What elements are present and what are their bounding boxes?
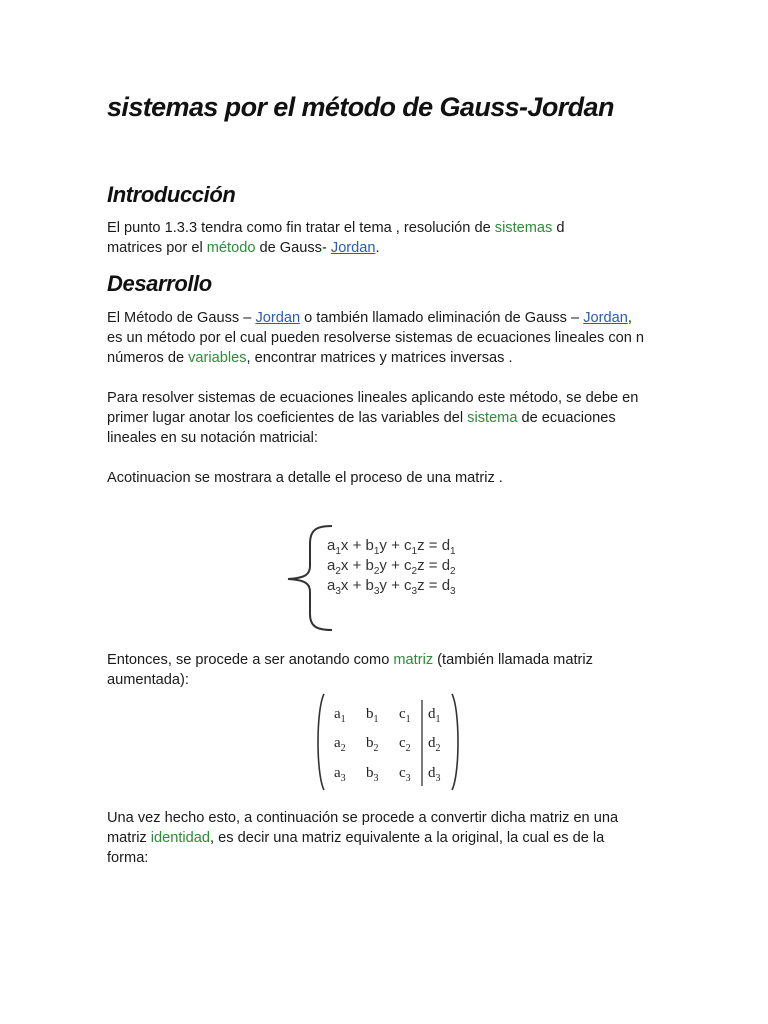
desarrollo-p1-line-3: números de variables, encontrar matrices y matrices inversas . xyxy=(107,350,513,366)
matriz-link[interactable]: matriz xyxy=(393,652,434,668)
matrix-cell: $b_2$ xyxy=(366,735,379,754)
desarrollo-p4-line-2: aumentada): xyxy=(107,672,189,688)
matrix-cell: $d_2$ xyxy=(428,735,441,754)
desarrollo-p3: Acotinuacion se mostrara a detalle el proceso de una matriz . xyxy=(107,470,503,486)
desarrollo-p1-line-1: El Método de Gauss – Jordan o también llamado eliminación de Gauss – Jordan, xyxy=(107,310,632,326)
equation-row-1: $a_1x + b_1y + c_1z = d_1$ xyxy=(327,537,456,557)
desarrollo-p1-line-2: es un método por el cual pueden resolverse sistemas de ecuaciones lineales con n xyxy=(107,330,645,346)
matrix-cell: $a_1$ xyxy=(334,706,346,725)
augmented-matrix-figure xyxy=(312,690,464,794)
desarrollo-p5-line-2: matriz identidad, es decir una matriz equivalente a la original, la cual es de la xyxy=(107,830,605,846)
intro-line-2: matrices por el método de Gauss- Jordan. xyxy=(107,240,380,256)
matrix-cell: $b_3$ xyxy=(366,765,379,784)
desarrollo-p5-line-1: Una vez hecho esto, a continuación se procede a convertir dicha matriz en una xyxy=(107,810,619,826)
desarrollo-p4-line-1: Entonces, se procede a ser anotando como matriz (también llamada matriz xyxy=(107,652,593,668)
equation-row-2: $a_2x + b_2y + c_2z = d_2$ xyxy=(327,557,456,577)
sistema-link[interactable]: sistema xyxy=(467,410,518,426)
matrix-cell: $a_3$ xyxy=(334,765,346,784)
desarrollo-p5-line-3: forma: xyxy=(107,850,149,866)
jordan-link[interactable]: Jordan xyxy=(255,310,301,326)
sistemas-link[interactable]: sistemas xyxy=(494,220,553,236)
document-title: sistemas por el método de Gauss-Jordan xyxy=(107,92,614,122)
matrix-cell: $c_3$ xyxy=(399,765,411,784)
variables-link[interactable]: variables xyxy=(188,350,247,366)
desarrollo-p2-line-3: lineales en su notación matricial: xyxy=(107,430,318,446)
intro-line-1: El punto 1.3.3 tendra como fin tratar el tema , resolución de sistemas d xyxy=(107,220,565,236)
jordan-link[interactable]: Jordan xyxy=(330,240,376,256)
desarrollo-p2-line-1: Para resolver sistemas de ecuaciones lineales aplicando este método, se debe en xyxy=(107,390,639,406)
equation-system-figure xyxy=(280,522,480,634)
matrix-cell: $d_1$ xyxy=(428,706,441,725)
intro-heading: Introducción xyxy=(107,182,236,207)
matrix-cell: $b_1$ xyxy=(366,706,379,725)
metodo-link[interactable]: método xyxy=(206,240,256,256)
matrix-cell: $d_3$ xyxy=(428,765,441,784)
desarrollo-p2-line-2: primer lugar anotar los coeficientes de las variables del sistema de ecuaciones xyxy=(107,410,616,426)
matrix-cell: $a_2$ xyxy=(334,735,346,754)
identidad-link[interactable]: identidad xyxy=(150,830,211,846)
desarrollo-heading: Desarrollo xyxy=(107,271,212,296)
jordan-link[interactable]: Jordan xyxy=(583,310,628,326)
matrix-cell: $c_1$ xyxy=(399,706,411,725)
equation-row-3: $a_3x + b_3y + c_3z = d_3$ xyxy=(327,577,456,597)
matrix-cell: $c_2$ xyxy=(399,735,411,754)
